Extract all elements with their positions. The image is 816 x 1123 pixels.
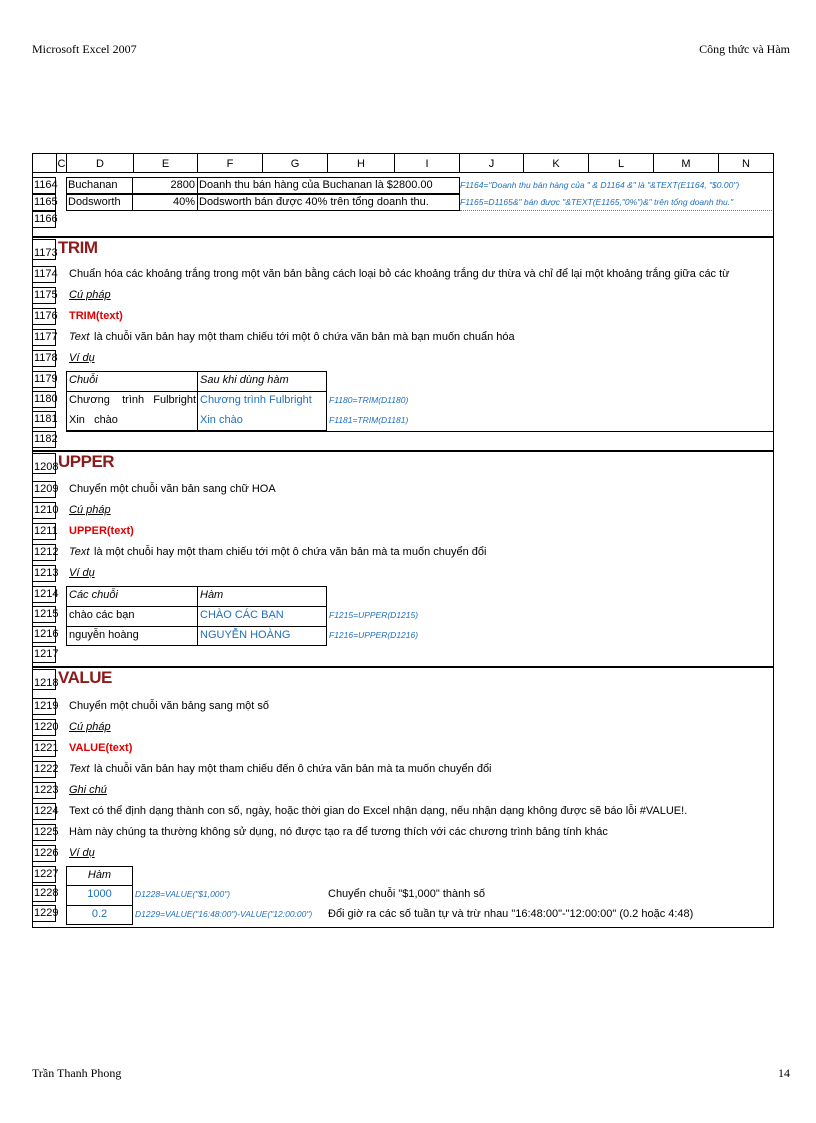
- spreadsheet: [32, 153, 774, 928]
- table-divider: [197, 586, 198, 646]
- formula-note: F1165=D1165&" bán được "&TEXT(E1165,"0%")&" trên tổng doanh thu.": [460, 197, 734, 207]
- row-header[interactable]: 1181: [32, 411, 56, 428]
- row-header[interactable]: 1217: [32, 646, 56, 663]
- row-header[interactable]: 1211: [32, 523, 56, 540]
- formula-note: D1229=VALUE("16:48:00")-VALUE("12:00:00"): [135, 909, 313, 919]
- page-footer-author: Trần Thanh Phong: [32, 1066, 122, 1080]
- row-header[interactable]: 1209: [32, 481, 56, 498]
- cell-number: 40%: [172, 196, 195, 208]
- column-header-m[interactable]: M: [653, 153, 718, 173]
- note-text: Text có thể định dạng thành con số, ngày, hoặc thời gian do Excel nhận dạng, nếu nhận dạng không được sẽ báo lỗi #VALUE!.: [69, 805, 688, 817]
- column-header-e[interactable]: E: [133, 153, 197, 173]
- table-cell: Xin chào: [69, 414, 118, 426]
- row-header[interactable]: 1219: [32, 698, 56, 715]
- row-header[interactable]: 1228: [32, 885, 56, 902]
- cell-number: 2800: [170, 179, 195, 191]
- section-title-value: VALUE: [58, 668, 112, 687]
- table-cell: nguyễn hoàng: [69, 629, 139, 641]
- formula-note: F1164="Doanh thu bán hàng của " & D1164 &" là "&TEXT(E1164, "$0.00"): [460, 180, 740, 190]
- row-header[interactable]: 1177: [32, 329, 56, 346]
- table-cell: chào các bạn: [69, 609, 135, 621]
- row-header[interactable]: 1210: [32, 502, 56, 519]
- table-cell: 0.2: [91, 908, 108, 920]
- row-header[interactable]: 1215: [32, 606, 56, 623]
- description: Chuẩn hóa các khoảng trắng trong một văn bản bằng cách loại bỏ các khoảng trắng dư thừa và chỉ để lại một khoảng trắng giữa các từ: [69, 268, 730, 280]
- example-label: Ví dụ: [69, 352, 95, 364]
- section-divider: [32, 666, 774, 668]
- explanation: Chuyển chuỗi "$1,000" thành số: [328, 888, 486, 900]
- section-divider: [32, 450, 774, 452]
- section-divider: [32, 236, 774, 238]
- select-all-corner[interactable]: [32, 153, 56, 173]
- divider: [460, 210, 774, 211]
- row-header[interactable]: 1220: [32, 719, 56, 736]
- row-header[interactable]: 1174: [32, 266, 56, 283]
- row-header[interactable]: 1224: [32, 803, 56, 820]
- row-header[interactable]: 1229: [32, 905, 56, 922]
- row-header[interactable]: 1221: [32, 740, 56, 757]
- syntax: TRIM(text): [69, 310, 123, 322]
- param-description: là chuỗi văn bản hay một tham chiếu tới một ô chứa văn bản mà bạn muốn chuẩn hóa: [94, 331, 515, 343]
- syntax-label: Cú pháp: [69, 289, 111, 301]
- cell-text: Dodsworth: [68, 196, 121, 208]
- description: Chuyển một chuỗi văn bản sang chữ HOA: [69, 483, 276, 495]
- formula-note: F1180=TRIM(D1180): [329, 395, 409, 405]
- param-name: Text: [69, 331, 90, 343]
- row-header[interactable]: 1164: [32, 177, 56, 194]
- note-text: Hàm này chúng ta thường không sử dụng, nó được tạo ra để tương thích với các chương trình bảng tính khác: [69, 826, 608, 838]
- row-header[interactable]: 1212: [32, 544, 56, 561]
- row-header[interactable]: 1226: [32, 845, 56, 862]
- row-header[interactable]: 1166: [32, 211, 56, 228]
- row-header[interactable]: 1225: [32, 824, 56, 841]
- syntax-label: Cú pháp: [69, 504, 111, 516]
- row-header[interactable]: 1178: [32, 350, 56, 367]
- param-description: là một chuỗi hay một tham chiếu tới một ô chứa văn bản mà ta muốn chuyển đổi: [94, 546, 487, 558]
- column-header-k[interactable]: K: [523, 153, 588, 173]
- syntax: UPPER(text): [69, 525, 134, 537]
- row-header[interactable]: 1182: [32, 431, 56, 448]
- formula-note: F1216=UPPER(D1216): [329, 630, 419, 640]
- column-header-g[interactable]: G: [262, 153, 327, 173]
- page-header-right: Công thức và Hàm: [699, 42, 790, 56]
- column-header-l[interactable]: L: [588, 153, 653, 173]
- row-header[interactable]: 1218: [32, 669, 56, 690]
- explanation: Đổi giờ ra các số tuần tự và trừ nhau "16:48:00"-"12:00:00" (0.2 hoặc 4:48): [328, 908, 694, 920]
- example-label: Ví dụ: [69, 847, 95, 859]
- row-header[interactable]: 1222: [32, 761, 56, 778]
- section-title-upper: UPPER: [58, 452, 115, 471]
- row-header[interactable]: 1176: [32, 308, 56, 325]
- cell-text: Doanh thu bán hàng của Buchanan là $2800.00: [199, 179, 433, 191]
- table-header: Sau khi dùng hàm: [200, 374, 289, 386]
- cell-text: Buchanan: [68, 179, 118, 191]
- row-header[interactable]: 1179: [32, 371, 56, 388]
- row-header[interactable]: 1180: [32, 391, 56, 408]
- table-cell: CHÀO CÁC BẠN: [200, 609, 284, 621]
- table-header: Hàm: [200, 589, 224, 601]
- section-title-trim: TRIM: [58, 238, 98, 257]
- note-label: Ghi chú: [69, 784, 107, 796]
- divider: [66, 431, 774, 432]
- table-header: Các chuỗi: [69, 589, 118, 601]
- column-header-j[interactable]: J: [459, 153, 523, 173]
- column-header-c[interactable]: C: [56, 153, 66, 173]
- column-header-h[interactable]: H: [327, 153, 394, 173]
- table-cell: Xin chào: [200, 414, 243, 426]
- row-header[interactable]: 1165: [32, 194, 56, 211]
- formula-note: F1181=TRIM(D1181): [329, 415, 409, 425]
- description: Chuyển một chuỗi văn bảng sang một số: [69, 700, 269, 712]
- row-header[interactable]: 1173: [32, 239, 56, 260]
- page-number: 14: [778, 1066, 790, 1080]
- formula-note: D1228=VALUE("$1,000"): [135, 889, 231, 899]
- syntax-label: Cú pháp: [69, 721, 111, 733]
- row-header[interactable]: 1175: [32, 287, 56, 304]
- row-header[interactable]: 1227: [32, 866, 56, 883]
- cell-text: Dodsworth bán được 40% trên tổng doanh thu.: [199, 196, 429, 208]
- page-header-left: Microsoft Excel 2007: [32, 42, 137, 56]
- row-header[interactable]: 1213: [32, 565, 56, 582]
- param-name: Text: [69, 546, 90, 558]
- table-header: Hàm: [87, 869, 112, 881]
- column-header-i[interactable]: I: [394, 153, 459, 173]
- table-header: Chuỗi: [69, 374, 98, 386]
- column-header-d[interactable]: D: [66, 153, 133, 173]
- param-name: Text: [69, 763, 90, 775]
- formula-note: F1215=UPPER(D1215): [329, 610, 419, 620]
- column-header-n[interactable]: N: [718, 153, 774, 173]
- row-header[interactable]: 1216: [32, 626, 56, 643]
- table-divider: [197, 371, 198, 431]
- column-header-f[interactable]: F: [197, 153, 262, 173]
- table-cell: NGUYỄN HOÀNG: [200, 629, 291, 641]
- example-label: Ví dụ: [69, 567, 95, 579]
- table-cell: 1000: [87, 888, 112, 900]
- row-header[interactable]: 1208: [32, 453, 56, 474]
- param-description: là chuỗi văn bản hay một tham chiếu đến ô chứa văn bản mà ta muốn chuyển đổi: [94, 763, 492, 775]
- row-header[interactable]: 1214: [32, 586, 56, 603]
- syntax: VALUE(text): [69, 742, 133, 754]
- row-header[interactable]: 1223: [32, 782, 56, 799]
- table-cell: Chương trình Fulbright: [200, 394, 312, 406]
- table-cell: Chương trình Fulbright: [69, 394, 197, 406]
